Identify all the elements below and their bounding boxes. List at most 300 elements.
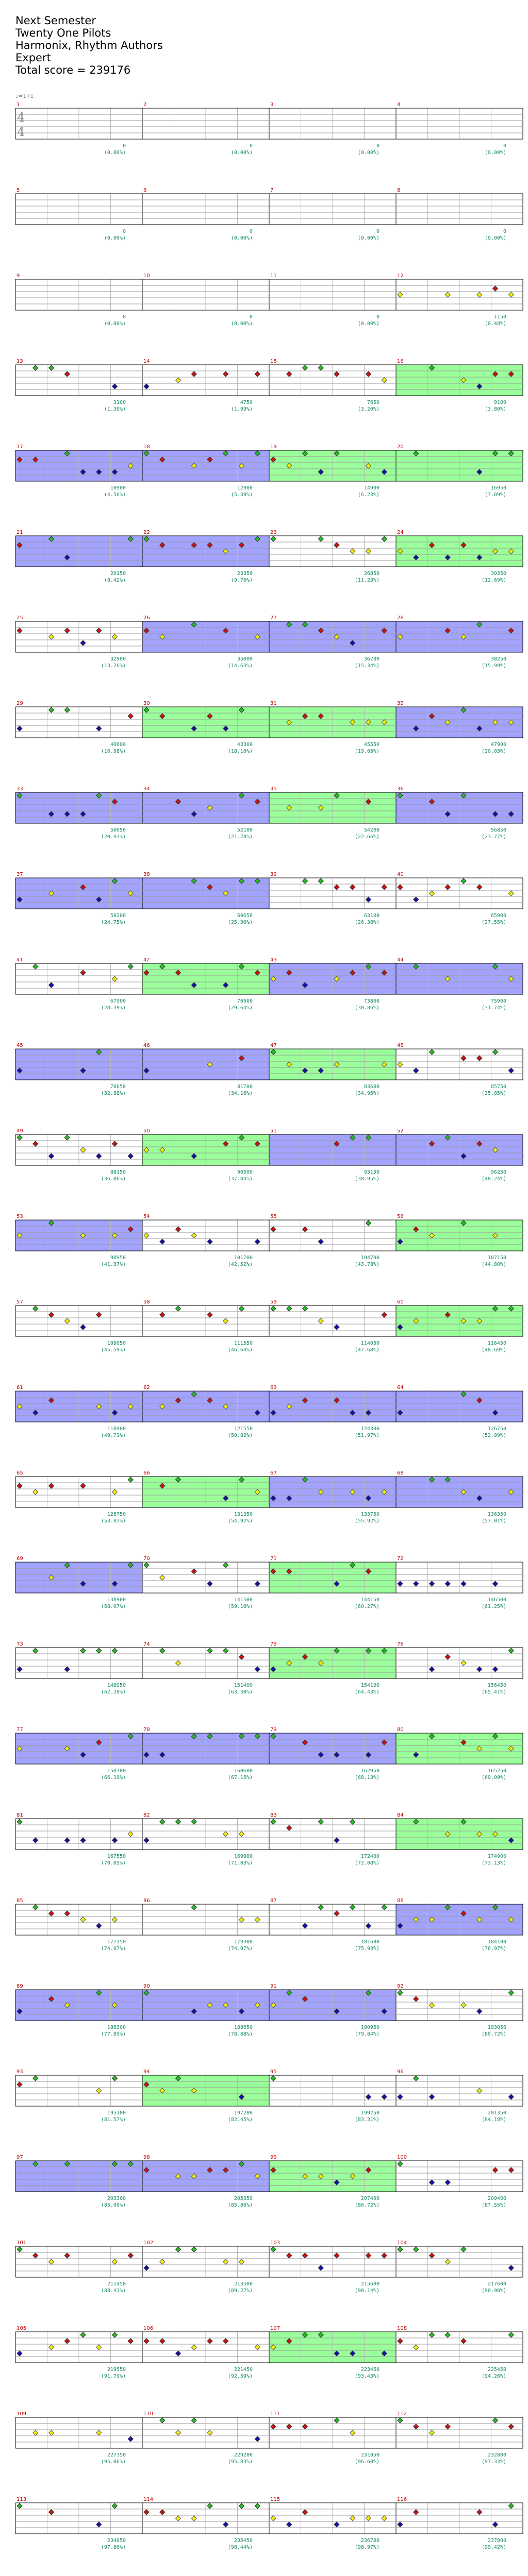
- song-charter: Harmonix, Rhythm Authors: [15, 39, 163, 52]
- note-red: [49, 1483, 54, 1488]
- note-green: [112, 2332, 118, 2337]
- note-green: [271, 2076, 276, 2081]
- note-red: [334, 543, 339, 548]
- measure-number: 60: [397, 1299, 404, 1305]
- chart-row: [15, 530, 523, 583]
- measure-score-percent: (66.19%): [101, 1775, 126, 1781]
- note-green: [191, 2247, 196, 2252]
- measure-number: 1: [16, 102, 20, 108]
- note-blue: [96, 1923, 102, 1928]
- measure-score: 0: [503, 143, 506, 149]
- measure-number: 97: [16, 2155, 23, 2160]
- measure-score: 174900: [487, 1854, 506, 1859]
- measure-score-percent: (92.59%): [227, 2374, 253, 2379]
- measure-score: 83600: [364, 1084, 380, 1090]
- measure-number: 51: [270, 1128, 277, 1134]
- measure-number: 82: [143, 1812, 150, 1818]
- note-blue: [80, 640, 86, 646]
- chart-row: [15, 2326, 523, 2379]
- measure-score: 215600: [360, 2281, 380, 2287]
- measure-score-percent: (49.71%): [101, 1433, 126, 1438]
- chart-row: [15, 1299, 523, 1353]
- measure-number: 7: [270, 188, 274, 193]
- note-red: [223, 371, 228, 377]
- measure-number: 107: [270, 2326, 280, 2331]
- note-red: [64, 1911, 70, 1916]
- measure-score-percent: (85.86%): [227, 2202, 253, 2208]
- note-green: [255, 2503, 260, 2509]
- measure-score: 111550: [234, 1341, 253, 1346]
- note-green: [191, 2418, 196, 2423]
- note-blue: [303, 1923, 308, 1928]
- measure-number: 12: [397, 273, 404, 279]
- chart-row: [15, 359, 523, 412]
- measure-score-percent: (52.99%): [481, 1433, 506, 1438]
- note-blue: [144, 384, 149, 389]
- note-green: [508, 2332, 514, 2337]
- measure-score: 0: [122, 229, 126, 234]
- note-yellow: [33, 1489, 38, 1495]
- note-blue: [318, 2265, 323, 2270]
- note-green: [366, 1221, 371, 1226]
- measure-number: 47: [270, 1043, 277, 1048]
- measure-score-percent: (65.41%): [481, 1689, 506, 1695]
- note-red: [508, 2424, 514, 2429]
- measure-score-percent: (61.25%): [481, 1604, 506, 1609]
- measure-score-percent: (64.43%): [354, 1689, 380, 1695]
- measure-score: 236700: [360, 2538, 380, 2544]
- note-red: [303, 2424, 308, 2429]
- note-blue: [144, 1838, 149, 1843]
- measure-score: 0: [122, 314, 126, 320]
- measure-number: 87: [270, 1898, 277, 1904]
- measure-number: 5: [16, 188, 20, 193]
- chart-row: [15, 1984, 523, 2037]
- measure-score: 188650: [234, 2025, 253, 2030]
- note-yellow: [223, 1832, 228, 1837]
- total-score: Total score = 239176: [15, 64, 131, 76]
- measure-score: 158300: [107, 1768, 126, 1774]
- measure-number: 17: [16, 444, 23, 450]
- note-green: [33, 1306, 38, 1311]
- measure-number: 98: [143, 2155, 150, 2160]
- note-blue: [493, 1667, 498, 1672]
- note-yellow: [176, 378, 181, 383]
- measure-number: 44: [397, 957, 404, 963]
- measure-number: 76: [397, 1641, 404, 1647]
- measure-score: 0: [376, 229, 380, 234]
- measure-number: 83: [270, 1812, 277, 1818]
- measure-score: 10900: [110, 485, 126, 491]
- note-red: [303, 2253, 308, 2258]
- note-red: [287, 2424, 292, 2429]
- note-blue: [414, 1068, 419, 1073]
- measure-number: 4: [397, 102, 401, 108]
- measure-score-percent: (70.05%): [101, 1860, 126, 1866]
- measure-number: 32: [397, 701, 404, 706]
- measure-score-percent: (0.00%): [230, 235, 253, 241]
- note-green: [176, 1306, 181, 1311]
- note-blue: [17, 2351, 22, 2356]
- note-yellow: [112, 634, 118, 639]
- note-red: [33, 2253, 38, 2258]
- measure-score-percent: (5.39%): [230, 492, 253, 498]
- note-blue: [207, 1581, 212, 1586]
- measure-score: 78650: [110, 1084, 126, 1090]
- measure-score-percent: (16.98%): [101, 749, 126, 754]
- note-red: [287, 371, 292, 377]
- measure-score: 227350: [107, 2452, 126, 2458]
- measure-score: 231050: [360, 2452, 380, 2458]
- note-green: [160, 1819, 165, 1824]
- note-red: [398, 885, 403, 890]
- note-red: [207, 2338, 212, 2344]
- note-green: [382, 536, 387, 541]
- measure-score: 54200: [364, 827, 380, 833]
- note-yellow: [398, 1062, 403, 1067]
- note-green: [303, 878, 308, 884]
- measure-number: 49: [16, 1128, 23, 1134]
- measure-number: 57: [16, 1299, 23, 1305]
- chart-row: [15, 102, 523, 156]
- note-green: [350, 1905, 355, 1910]
- note-red: [96, 1312, 102, 1317]
- note-yellow: [477, 2088, 482, 2093]
- measure-score-percent: (89.27%): [227, 2288, 253, 2294]
- note-green: [461, 878, 466, 884]
- note-red: [49, 2510, 54, 2515]
- note-blue: [430, 2180, 435, 2185]
- note-blue: [49, 1154, 54, 1159]
- note-yellow: [176, 2516, 181, 2521]
- measure-score-percent: (34.16%): [227, 1091, 253, 1096]
- measure-number: 103: [270, 2240, 280, 2246]
- note-red: [493, 2167, 498, 2173]
- note-green: [80, 2332, 86, 2337]
- measure-score: 138900: [107, 1597, 126, 1603]
- measure-number: 96: [397, 2069, 404, 2075]
- note-yellow: [366, 549, 371, 554]
- measure-number: 58: [143, 1299, 150, 1305]
- note-green: [350, 1819, 355, 1824]
- measure-number: 27: [270, 615, 277, 621]
- measure-score: 109050: [107, 1341, 126, 1346]
- measure-score-percent: (15.99%): [481, 663, 506, 669]
- note-blue: [430, 1581, 435, 1586]
- measure-score: 50050: [110, 827, 126, 833]
- note-yellow: [414, 2345, 419, 2350]
- measure-score-percent: (69.09%): [481, 1775, 506, 1781]
- measure-score-percent: (77.89%): [101, 2031, 126, 2037]
- note-green: [33, 365, 38, 370]
- note-yellow: [430, 2430, 435, 2435]
- note-green: [239, 2503, 244, 2509]
- note-green: [64, 1135, 70, 1140]
- note-green: [176, 2247, 181, 2252]
- measure-score-percent: (87.55%): [481, 2202, 506, 2208]
- note-yellow: [49, 2345, 54, 2350]
- measure-score: 9100: [493, 400, 506, 405]
- note-green: [191, 1819, 196, 1824]
- chart-row: [15, 1043, 523, 1096]
- note-red: [128, 2338, 133, 2344]
- measure-score: 217600: [487, 2281, 506, 2287]
- note-yellow: [350, 2516, 355, 2521]
- measure-score: 229200: [234, 2452, 253, 2458]
- note-yellow: [239, 1917, 244, 1922]
- measure-number: 62: [143, 1385, 150, 1391]
- note-green: [398, 2247, 403, 2252]
- note-red: [334, 1911, 339, 1916]
- note-green: [271, 1819, 276, 1824]
- note-red: [33, 1141, 38, 1146]
- note-yellow: [223, 1318, 228, 1324]
- note-red: [414, 2510, 419, 2515]
- chart-row: [15, 2411, 523, 2465]
- note-green: [33, 964, 38, 969]
- measure-score: 75900: [490, 998, 506, 1004]
- measure-score: 4750: [240, 400, 253, 405]
- measure-score: 63100: [364, 913, 380, 919]
- measure-score-percent: (23.77%): [481, 834, 506, 840]
- measure-number: 93: [16, 2069, 23, 2075]
- measure-score: 56850: [490, 827, 506, 833]
- measure-score-percent: (20.03%): [481, 749, 506, 754]
- measure-score: 146500: [487, 1597, 506, 1603]
- chart-row: [15, 1641, 523, 1695]
- note-blue: [128, 2436, 133, 2442]
- time-signature-top: 4: [17, 110, 25, 125]
- note-red: [461, 1056, 466, 1061]
- measure-score: 201350: [487, 2110, 506, 2116]
- note-green: [33, 1648, 38, 1653]
- measure-number: 74: [143, 1641, 150, 1647]
- note-green: [430, 1049, 435, 1055]
- measure-score-percent: (36.86%): [101, 1176, 126, 1182]
- measure-score: 141500: [234, 1597, 253, 1603]
- measure-score: 199250: [360, 2110, 380, 2116]
- measure-score-percent: (98.97%): [354, 2545, 380, 2550]
- measure-score: 0: [249, 229, 253, 234]
- measure-score-percent: (57.01%): [481, 1518, 506, 1524]
- chart-row: [15, 615, 523, 669]
- note-green: [271, 536, 276, 541]
- measure-score-percent: (0.00%): [104, 321, 126, 327]
- measure-score-percent: (3.80%): [484, 406, 506, 412]
- measure-score-percent: (98.44%): [227, 2545, 253, 2550]
- measure-score: 14900: [364, 485, 380, 491]
- measure-number: 11: [270, 273, 277, 279]
- measure-score-percent: (67.15%): [227, 1775, 253, 1781]
- measure-score-percent: (19.05%): [354, 749, 380, 754]
- note-green: [508, 1990, 514, 1995]
- note-blue: [430, 1667, 435, 1672]
- measure-number: 115: [270, 2497, 280, 2502]
- measure-score: 211450: [107, 2281, 126, 2287]
- note-yellow: [191, 1233, 196, 1238]
- measure-score: 209400: [487, 2196, 506, 2201]
- note-yellow: [144, 1233, 149, 1238]
- note-yellow: [112, 2259, 118, 2264]
- note-green: [17, 1135, 22, 1140]
- note-green: [239, 1306, 244, 1311]
- measure-score: 160600: [234, 1768, 253, 1774]
- note-red: [191, 371, 196, 377]
- measure-score-percent: (72.08%): [354, 1860, 380, 1866]
- note-blue: [96, 1154, 102, 1159]
- measure-number: 77: [16, 1727, 23, 1733]
- measure-score: 30350: [490, 571, 506, 577]
- note-red: [445, 2424, 450, 2429]
- note-red: [144, 2338, 149, 2344]
- note-yellow: [350, 549, 355, 554]
- measure-number: 71: [270, 1556, 277, 1562]
- note-red: [64, 2338, 70, 2344]
- measure-score: 60650: [237, 913, 253, 919]
- note-yellow: [255, 2345, 260, 2350]
- measure-number: 59: [270, 1299, 277, 1305]
- note-blue: [430, 2094, 435, 2099]
- note-red: [271, 1227, 276, 1232]
- note-yellow: [382, 378, 387, 383]
- measure-number: 66: [143, 1470, 150, 1476]
- measure-number: 72: [397, 1556, 404, 1562]
- measure-score-percent: (29.64%): [227, 1005, 253, 1011]
- measure-score-percent: (0.00%): [104, 235, 126, 241]
- note-red: [382, 2253, 387, 2258]
- note-blue: [223, 2522, 228, 2527]
- note-yellow: [49, 2259, 54, 2264]
- measure-score: 47900: [490, 742, 506, 748]
- measure-score-percent: (55.92%): [354, 1518, 380, 1524]
- measure-number: 89: [16, 1984, 23, 1989]
- note-yellow: [49, 2430, 54, 2435]
- measure-score: 181600: [360, 1939, 380, 1945]
- measure-number: 70: [143, 1556, 150, 1562]
- measure-number: 106: [143, 2326, 154, 2331]
- measure-score-percent: (12.69%): [481, 578, 506, 583]
- measure-score: 154100: [360, 1683, 380, 1688]
- measure-number: 88: [397, 1898, 404, 1904]
- measure-score-percent: (0.48%): [484, 321, 506, 327]
- note-green: [287, 1306, 292, 1311]
- note-yellow: [223, 2259, 228, 2264]
- measure-number: 20: [397, 444, 404, 450]
- measure-score-percent: (41.37%): [101, 1262, 126, 1267]
- measure-score-percent: (60.27%): [354, 1604, 380, 1609]
- measure-score-percent: (44.80%): [481, 1262, 506, 1267]
- note-red: [17, 1483, 22, 1488]
- note-yellow: [49, 634, 54, 639]
- note-red: [17, 2082, 22, 2087]
- measure-score-percent: (95.06%): [101, 2459, 126, 2465]
- measure-score-percent: (6.23%): [357, 492, 380, 498]
- note-green: [318, 1905, 323, 1910]
- measure-number: 73: [16, 1641, 23, 1647]
- measure-score: 116450: [487, 1341, 506, 1346]
- note-blue: [64, 1667, 70, 1672]
- measure-score-percent: (34.95%): [354, 1091, 380, 1096]
- note-red: [160, 2510, 165, 2515]
- measure-number: 9: [16, 273, 20, 279]
- note-blue: [366, 897, 371, 902]
- measure-score: 65900: [490, 913, 506, 919]
- measure-number: 53: [16, 1214, 23, 1219]
- measure-score-percent: (22.66%): [354, 834, 380, 840]
- note-red: [49, 1911, 54, 1916]
- note-blue: [128, 1154, 133, 1159]
- measure-number: 86: [143, 1898, 150, 1904]
- measure-score-percent: (68.13%): [354, 1775, 380, 1781]
- note-green: [112, 2503, 118, 2509]
- measure-score: 172400: [360, 1854, 380, 1859]
- tempo-marker: ♩=171: [15, 93, 34, 99]
- chart-row: [15, 1898, 523, 1952]
- measure-score-percent: (35.85%): [481, 1091, 506, 1096]
- note-green: [445, 2332, 450, 2337]
- note-green: [318, 1819, 323, 1824]
- note-green: [80, 1648, 86, 1653]
- measure-score-percent: (78.88%): [227, 2031, 253, 2037]
- measure-score-percent: (26.38%): [354, 920, 380, 925]
- measure-score-percent: (79.84%): [354, 2031, 380, 2037]
- measure-score-percent: (21.78%): [227, 834, 253, 840]
- note-yellow: [445, 2259, 450, 2264]
- note-yellow: [96, 2430, 102, 2435]
- chart-row: [15, 1556, 523, 1609]
- note-green: [334, 2418, 339, 2423]
- note-red: [334, 2253, 339, 2258]
- note-blue: [318, 1239, 323, 1244]
- note-green: [223, 1563, 228, 1568]
- measure-score-percent: (81.57%): [101, 2117, 126, 2123]
- measure-score: 35000: [237, 656, 253, 662]
- measure-score: 12900: [237, 485, 253, 491]
- note-red: [334, 371, 339, 377]
- measure-number: 69: [16, 1556, 23, 1562]
- note-green: [112, 2076, 118, 2081]
- measure-number: 25: [16, 615, 23, 621]
- measure-score: 121550: [234, 1426, 253, 1432]
- note-blue: [398, 2094, 403, 2099]
- chart-row: [15, 1128, 523, 1182]
- note-red: [366, 2253, 371, 2258]
- measure-number: 85: [16, 1898, 23, 1904]
- measure-number: 29: [16, 701, 23, 706]
- note-blue: [508, 1068, 514, 1073]
- note-yellow: [176, 1660, 181, 1666]
- measure-score: 20150: [110, 571, 126, 577]
- measure-number: 116: [397, 2497, 407, 2502]
- measure-score-percent: (76.97%): [481, 1946, 506, 1952]
- measure-number: 14: [143, 359, 150, 364]
- measure-score-percent: (97.33%): [481, 2459, 506, 2465]
- note-yellow: [80, 1147, 86, 1153]
- measure-number: 24: [397, 530, 404, 535]
- measure-score-percent: (27.55%): [481, 920, 506, 925]
- measure-number: 45: [16, 1043, 23, 1048]
- note-red: [191, 1569, 196, 1574]
- measure-number: 42: [143, 957, 150, 963]
- note-yellow: [160, 1575, 165, 1580]
- measure-number: 26: [143, 615, 150, 621]
- measure-number: 92: [397, 1984, 404, 1989]
- measure-number: 23: [270, 530, 277, 535]
- measure-number: 39: [270, 872, 277, 877]
- note-red: [445, 1654, 450, 1659]
- note-blue: [33, 1838, 38, 1843]
- note-red: [493, 286, 498, 291]
